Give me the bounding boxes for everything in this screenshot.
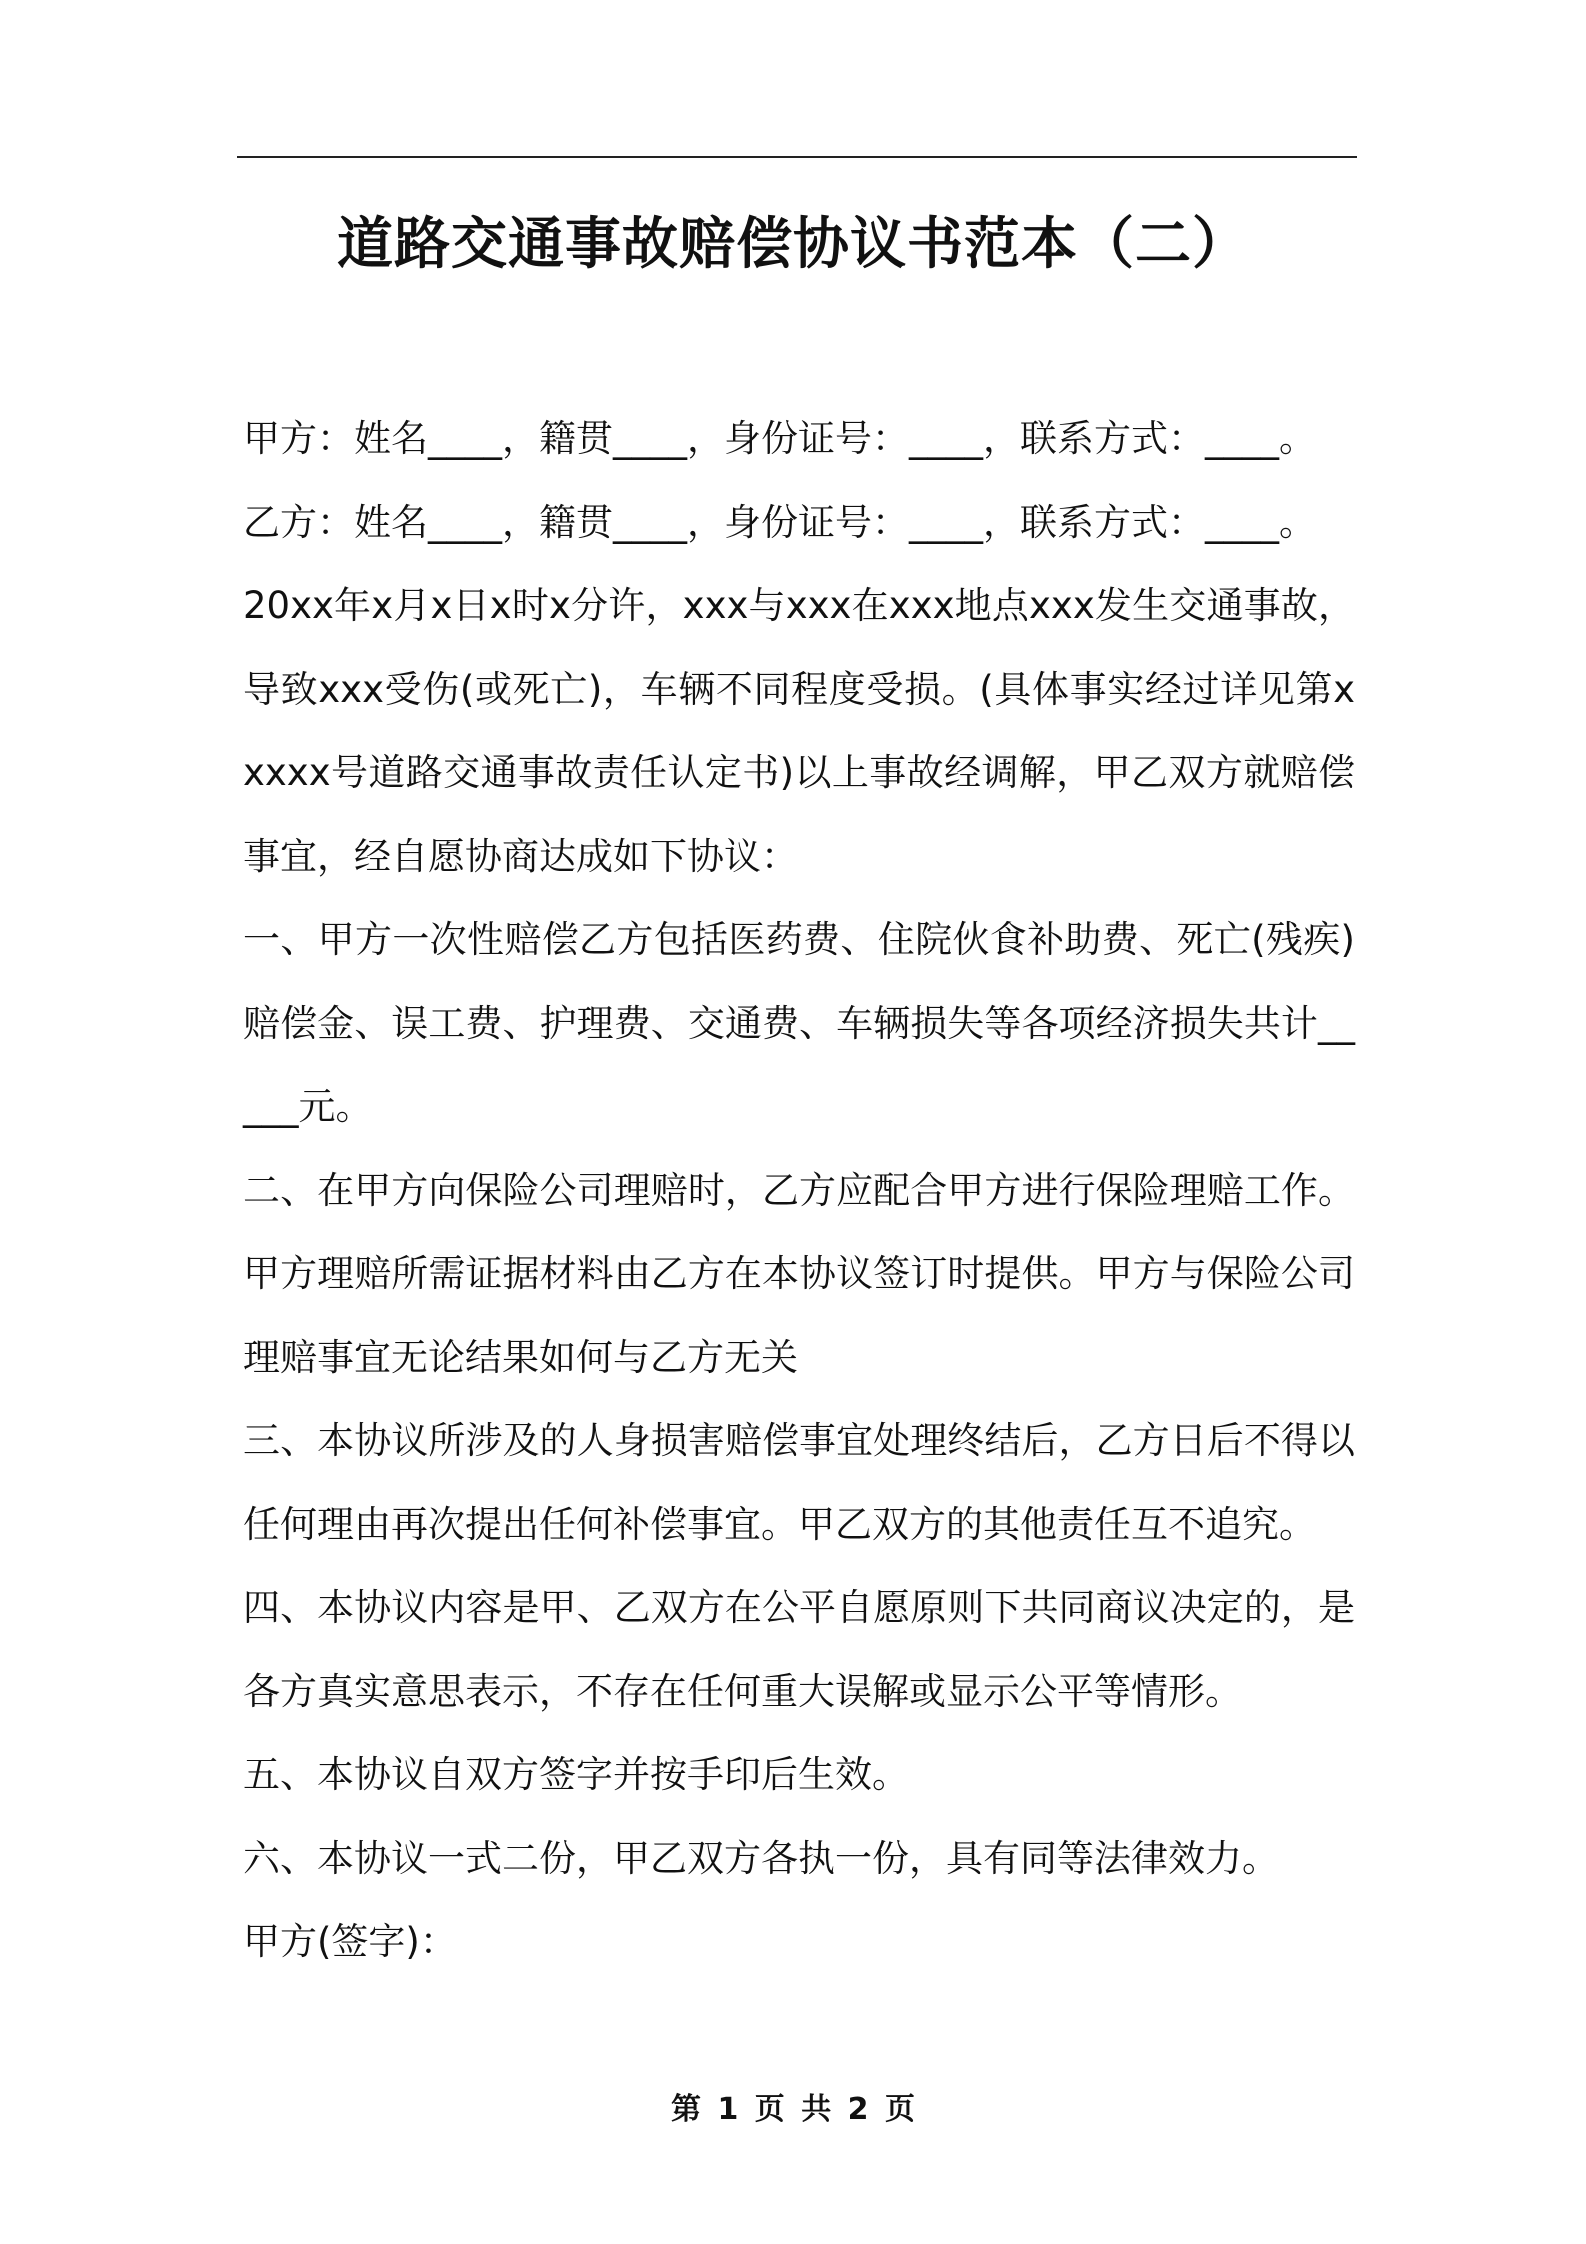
- clause-5: 五、本协议自双方签字并按手印后生效。: [243, 1753, 909, 1796]
- document-body: [243, 397, 1355, 1984]
- clause-6: 六、本协议一式二份，甲乙双方各执一份，具有同等法律效力。: [243, 1836, 1279, 1880]
- clause-1: 一、甲方一次性赔偿乙方包括医药费、住院伙食补助费、死亡(残疾)赔偿金、误工费、护理费、交通费、车辆损失等各项经济损失共计_____元。: [243, 918, 1355, 1128]
- party-a-signature: 甲方(签字)：: [243, 1920, 457, 1963]
- document-title: 道路交通事故赔偿协议书范本（二）: [337, 212, 1249, 277]
- party-a-info: 甲方：姓名____，籍贯____，身份证号：____，联系方式：____。: [243, 417, 1316, 460]
- clause-4: 四、本协议内容是甲、乙双方在公平自愿原则下共同商议决定的，是各方真实意思表示，不存在任何重大误解或显示公平等情形。: [243, 1586, 1355, 1713]
- clause-2: 二、在甲方向保险公司理赔时，乙方应配合甲方进行保险理赔工作。甲方理赔所需证据材料由乙方在本协议签订时提供。甲方与保险公司理赔事宜无论结果如何与乙方无关: [243, 1168, 1355, 1379]
- page-number: 第 1 页 共 2 页: [671, 2092, 915, 2127]
- header-rule: [237, 156, 1357, 158]
- party-b-info: 乙方：姓名____，籍贯____，身份证号：____，联系方式：____。: [243, 500, 1316, 544]
- accident-description: 20xx年x月x日x时x分许，xxx与xxx在xxx地点xxx发生交通事故，导致xxx受伤(或死亡)，车辆不同程度受损。(具体事实经过详见第xxxxx号道路交通事故责任认定书)以上事故经调解，甲乙双方就赔偿事宜，经自愿协商达成如下协议：: [243, 584, 1355, 878]
- clause-3: 三、本协议所涉及的人身损害赔偿事宜处理终结后，乙方日后不得以任何理由再次提出任何补偿事宜。甲乙双方的其他责任互不追究。: [243, 1419, 1355, 1546]
